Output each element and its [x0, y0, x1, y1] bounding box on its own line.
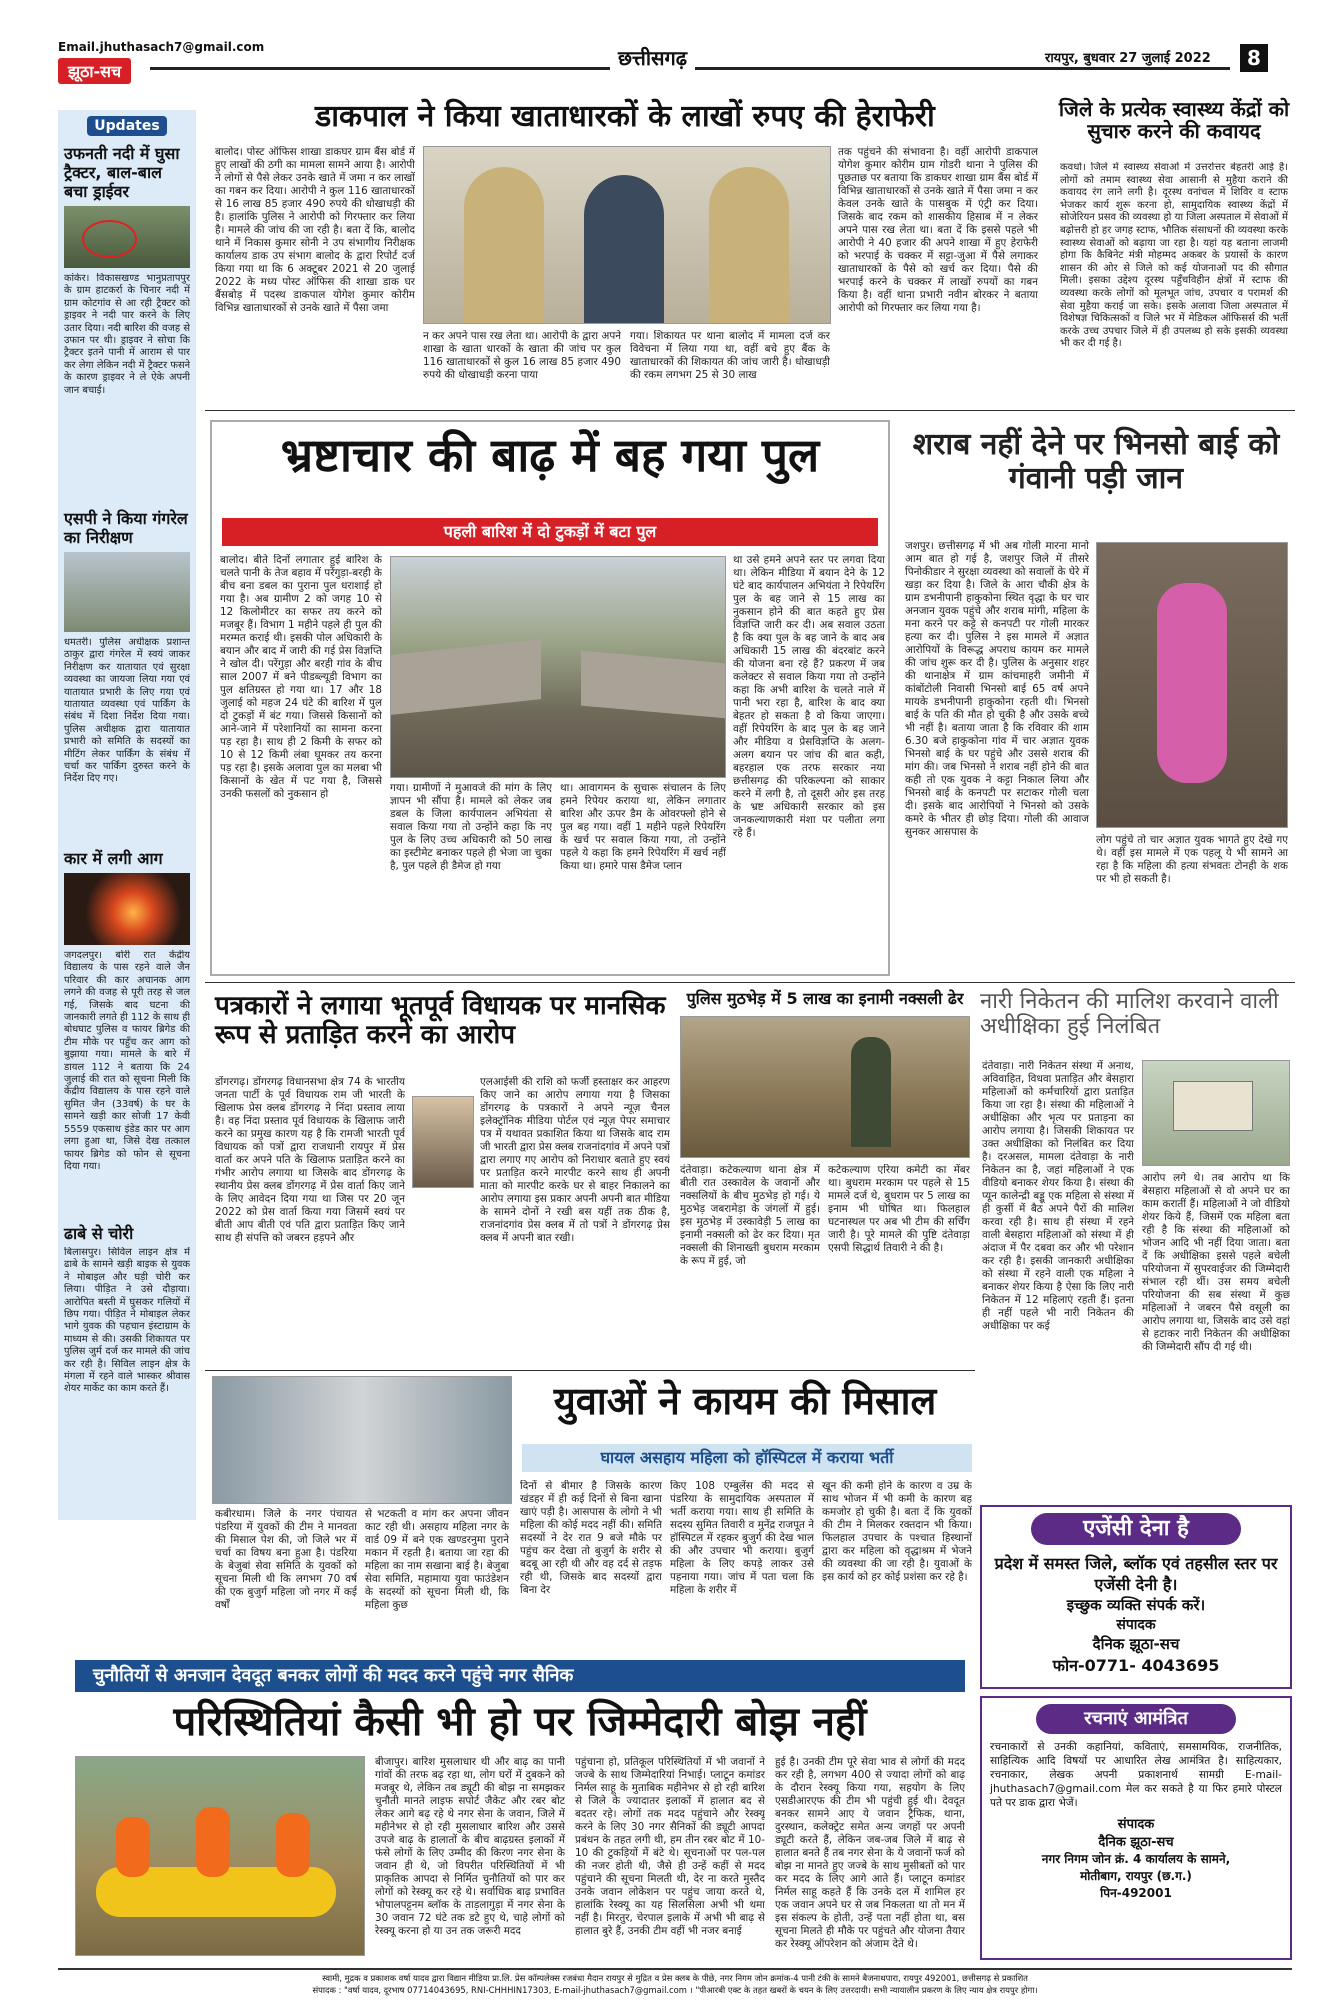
sidebar-item — [64, 849, 190, 1220]
ad-agency-box — [980, 1505, 1292, 1689]
sidebar-item-text: कांकेर। विकासखण्ड भानुप्रतापपुर के ग्राम हाटकर्रा के चिनार नदी में ग्राम कोटगांव से आ रही ट्रैक्टर को ड्राइवर ने नदी पार करने के लिए उतार दिया। नदी बारिश की वजह से उफान पर थी। ड्राइवर ने सोचा कि ट्रैक्टर इतने पानी में आराम से पार कर लेगा लेकिन नदी में ट्रैक्टर फसने के कारण ड्राइवर ने ले ऐके अपनी जान बचाई। — [64, 273, 190, 396]
story4-col1: जशपुर। छत्तीसगढ़ में भी अब गोली मारना मानो आम बात हो गई है, जशपुर जिले में तीसरे पिनोकीडार ने सुरक्षा व्यवस्था को सवालों के घेरे में खड़ा कर दिया है। जिले के आरा चौकी क्षेत्र के ग्राम डभनीपानी हाकुकोना स्थित वृद्धा के घर चार अनजान युवक पहुंचे और शराब मांगी, महिला के मना करने पर कट्टे से कनपटी पर गोली मारकर हत्या कर दी। पुलिस ने इस मामले में अज्ञात आरोपियों के विरूद्ध अपराध कायम कर मामले की जांच शुरू कर दी है। पुलिस के अनुसार शहर की थानाक्षेत्र में ग्राम कांचमाहरी जमीनी में कांबोंटोली निवासी भिनसो बाई 65 वर्ष अपने मायके डभनीपानी हाकुकोना रहती थी। भिनसो बाई के पति की मौत हो चुकी है और उसके बच्चे भी नहीं है। बताया जाता है कि रविवार की शाम 6.30 बजे हाकुकोना गांव में चार अज्ञात युवक भिनसो बाई के घर पहुंचे और उससे शराब की मांग की। जब भिनसो ने शराब नहीं होने की बात कही तो एक युवक ने कट्टा निकाल लिया और भिनसो बाई के कनपटी पर सटाकर गोली चला दी। इसके बाद आरोपियों ने भिनसो को उसके कमरे के भीतर ही छोड़ दिया। गोली की आवाज सुनकर आसपास के — [905, 540, 1089, 838]
story4-headline: शराब नहीं देने पर भिनसो बाई को गंवानी पड़ी जान — [912, 427, 1280, 496]
footer-rule — [58, 1968, 1292, 1970]
story5-photo-portrait — [412, 1096, 474, 1188]
story7-photo-building — [1142, 1060, 1290, 1166]
story7-col2: आरोप लगे थे। तब आरोप था कि बेसहारा महिलाओं से वो अपने घर का काम करातीं हैं। महिलाओं ने जो वीडियो शेयर किये हैं, जिसमें एक महिला बता रही है कि संस्था की महिलाओं को भोजन आदि भी नहीं दिया जाता। बता दें कि अधीक्षिका इससे पहले बचेली परियोजना में सुपरवाईजर की जिम्मेदारी संभाल रही थीं। उस समय बचेली परियोजना की सब संस्था में कुछ महिलाओं ने जबरन पैसे वसूली का आरोप लगाया था, जिसके बाद उसे वहां से हटाकर नारी निकेतन की अधीक्षिका की जिम्मेदारी सौंप दी गई थी। — [1142, 1172, 1290, 1353]
sidebar — [58, 110, 196, 1520]
sidebar-item-title: एसपी ने किया गंगरेल का निरीक्षण — [64, 509, 188, 547]
story3-col1: बालोद। बीते दिनों लगातार हुई बारिश के चलते पानी के तेज बहाव में परेंगुड़ा-बरही के बीच बना डबल का पुराना पुल धराशाई हो गया है। अब ग्रामीण 2 को जगह 10 से 12 किलोमीटर का सफर तय करने को मजबूर हैं। विभाग 1 महीने पहले ही पुल की मरम्मत कराई थी। इसकी पोल अधिकारी के बयान और बाद में जारी की गई प्रेस विज्ञप्ति ने खोल दी। परेंगुड़ा और बरही गांव के बीच साल 2007 में बने पीडब्ल्यूडी विभाग का पुल क्षतिग्रस्त हो गया था। 17 और 18 जुलाई को महज 24 घंटे की बारिश में पुल दो टुकड़ों में बंट गया। जिससे किसानों को आने-जाने में परेशानियों का सामना करना पड़ रहा है। साथ ही 2 किमी के सफर को 10 से 12 किमी लंबा घूमकर तय करना पड़ रहा है। इसके अलावा पुल का मलबा भी किसानों के खेत में पट गया है, जिससे उनकी फसलों को नुकसान हो — [220, 554, 382, 800]
sidebar-item — [64, 1224, 190, 1479]
story1-col1: बालोद। पोस्ट ऑफिस शाखा डाकघर ग्राम बैंस बोर्ड में हुए लाखों की ठगी का मामला सामने आया है। आरोपी ने लोगों से पैसे लेकर उनके खाते में जमा न कर लाखों का गबन कर दिया। आरोपी ने कुल 116 खाताधारकों से 16 लाख 85 हजार 490 रुपये की धोखाधड़ी की है। हालांकि पुलिस ने आरोपी को गिरफ्तार कर लिया है। मामले की जांच की जा रही है। बता दें कि, बालोद थाने में निकास कुमार सोनी ने उप संभागीय निरीक्षक कार्यालय डाक उप संभाग बालोद के द्वारा रिपोर्ट दर्ज किया गया था कि 6 अक्टूबर 2021 से 20 जुलाई 2022 के मध्य पोस्ट ऑफिस की शाखा डाक घर बैंसबोड़ में पदस्थ डाकपाल योगेश कुमार कोरीम विभिन्न खाताधारकों से उनके खाते में पैसा जमा — [215, 146, 415, 314]
story9-col2: पहुंचाना हो, प्रतिकूल परिस्थितियों में भी जवानों ने जज्बे के साथ जिम्मेदारियां निभाई। प्लाटून कमांडर निर्मल साहू के मुताबिक महीनेभर से हो रही बारिश से जिले के ज्यादातर इलाकों में हालात बद से बदतर रहे। लोगों तक मदद पहुंचाने और रेस्क्यू करने के लिए 30 नगर सैनिकों की ड्यूटी आपदा प्रबंधन के तहत लगी थी, हम तीन रबर बोट में 10-10 की टुकड़ियों में बंटे थे। सूचनाओं पर पल-पल की नजर होती थी, जैसे ही उन्हें कहीं से मदद पहुंचाने की सूचना मिलती थी, देर ना करते मुस्तैद उनके जवान लोकेशन पर पहुंच जाया करते थे, हालांकि रेस्क्यू का यह सिलसिला अभी भी थमा नहीं है। मिरतुर, चेरपाल इलाके में अभी भी बाढ़ से हालात बुरे हैं, उनकी टीम वहीं भी नजर बनाई — [575, 1756, 765, 1937]
sidebar-item-title: कार में लगी आग — [64, 849, 163, 868]
masthead — [0, 0, 1323, 82]
story1-col4: तक पहुंचने की संभावना है। वहीं आरोपी डाकपाल योगेश कुमार कोरीम ग्राम गोडरी थाना ने पुलिस की पूछताछ पर बताया कि डाकघर शाखा ग्राम बैंस बोर्ड में विभिन्न खाताधारकों से उनके खाते में पैसा जमा न कर केवल उनके खाते के पासबुक में एंट्री कर दिया। जिसके बाद रकम को शासकीय हिसाब में न लेकर अपने पास रख लेता था। बता दें कि इससे पहले भी आरोपी ने 40 हजार की अपने शाखा में हुए हेराफेरी को भरपाई के चक्कर में सट्टा-जुआ में पैसे लगाकर खाताधारकों के पैसे को खर्च कर दिया। पैसे की भरपाई करने के चक्कर में लाखों रुपयों का गबन किया है। वहीं थाना प्रभारी नवीन बोरकर ने बताया आरोपी को गिरफ्तार कर लिया गया है। — [838, 146, 1038, 314]
story6-col2: कटेकल्याण एरिया कमेटी का मेंबर था। बुधराम मरकाम पर पहले से 15 मामले दर्ज थे, बुधराम पर 5 लाख का इनाम भी घोषित था। फिलहाल घटनास्थल पर अब भी टीम की सर्चिंग जारी है। पूरे मामले की पुष्टि दंतेवाड़ा एसपी सिद्धार्थ तिवारी ने की है। — [828, 1164, 970, 1254]
story4-photo-victim — [1096, 542, 1288, 828]
ad-agency-head: एजेंसी देना है — [1031, 1513, 1241, 1545]
story8-col3: दिनों से बीमार है जिसके कारण खंडहर में ही कई दिनों से बिना खाना खाएं पड़ी है। आसपास के लोगो ने भी महिला की कोई मदद नहीं की। समिति सदस्यों ने देर रात 9 बजे मौके पर पहुंच कर देखा तो बुजुर्ग के शरीर से बदबू आ रही थी और वह दर्द से तड़फ रही थी, जिसके बाद सदस्यों द्वारा बिना देर — [520, 1480, 662, 1596]
ad-agency-phone: फोन-0771- 4043695 — [1052, 1656, 1220, 1675]
story3-col3: था। आवागमन के सुचारू संचालन के लिए हमने रिपेयर कराया था, लेकिन लगातार बारिश और ऊपर डैम के ओवरफ्लो होने से पुल बह गया। वहीं 1 महीने पहले रिपेयरिंग के खर्च पर सवाल किया गया, तो उन्होंने पहले ये कहा कि हमने रिपेयरिंग में खर्च नहीं किया था। हमारे पास डैमेज प्लान — [560, 782, 726, 872]
divider — [205, 982, 1295, 983]
sidebar-photo-inspection — [64, 552, 190, 632]
footer-line2: संपादक : "वर्षा यादव, दूरभाष 07714043695, RNI-CHHHIN17303, E-mail-jhuthasach7@gmail.com । "पीआरबी एक्ट के तहत खबरों के चयन के लिए उत्तरदायी। सभी न्यायालीन प्रकरण के लिए न्याय क्षेत्र रायपुर होगा। — [312, 1985, 1038, 1995]
ad-invite-label: संपादक — [1117, 1817, 1155, 1832]
story2-headline: जिले के प्रत्येक स्वास्थ्य केंद्रों को सुचारु करने की कवायद — [1058, 97, 1290, 144]
story8-photo-hospital — [212, 1376, 512, 1504]
ad-invite-head: रचनाएं आमंत्रित — [1036, 1704, 1236, 1734]
ad-invite-name: दैनिक झूठा-सच — [1098, 1835, 1174, 1850]
story9-col1: बीजापुर। बारिश मुसलाधार थी और बाढ़ का पानी गांवों की तरफ बढ़ रहा था, लोग घरों में दुबकने को मजबूर थे, लेकिन तब ड्यूटी की बोझ ना समझकर चुनौती मानते लाइफ सपोर्ट जैकेट और रबर बोट लेकर आगे बढ़ रहे थे नगर सेना के जवान, जिले में महीनेभर से हो रही मुसलाधार बारिश और उससे उपजे बाढ़ के हालातों के बीच बाढ़ग्रस्त इलाकों में फंसे लोगों के लिए उम्मीद की किरण नगर सेना के जवान ही थे, जो विपरीत परिस्थितियों में भी प्राकृतिक आपदा से निर्मित चुनौतियों को पार कर लोगों को रेस्क्यू कर रहे थे। सर्वाधिक बाढ़ प्रभावित भोपालपट्टनम ब्लॉक के ताड़लागुड़ा में नगर सेना के 30 जवान 72 घंटे तक डटे हुए थे, चाहे लोगों को रेस्क्यू करना हो या उन तक जरूरी मदद — [375, 1756, 565, 1937]
story8-col1: कबीरधाम। जिले के नगर पंचायत पंडरिया में युवकों की टीम ने मानवता की मिसाल पेश की, जो जिले भर में चर्चा का विषय बना हुआ है। पंडरिया के बेजुबां सेवा समिति के युवकों को सूचना मिली थी कि लगभग 70 वर्ष की एक बुजुर्ग महिला जो नगर में कई वर्षों — [215, 1508, 357, 1611]
ad-invite-text: रचनाकारों से उनकी कहानियां, कविताएं, समसामयिक, राजनीतिक, साहित्यिक आदि विषयों पर आधारित लेख आमंत्रित है। साहित्यकार, रचनाकार, लेखक अपनी प्रकाशनार्थ सामग्री E-mail-jhuthasach7@gmail.com मेल कर सकते है या फिर हमारे पोस्टल पते पर डाक द्वारा भेजें। — [990, 1741, 1282, 1809]
story8-subhead: घायल असहाय महिला को हॉस्पिटल में कराया भर्ती — [522, 1444, 972, 1472]
sidebar-item-text: जगदलपुर। बोरी रात केंद्रीय विद्यालय के पास रहने वाले जैन परिवार की कार अचानक आग लगने की वजह से पूरी तरह से जल गई, जिसके बाद घटना की जानकारी लगते ही 112 के साथ ही बोधघाट पुलिस व फायर ब्रिगेड की टीम मौके पर पहुँच कर आग को बुझाया गया। मामले के बारे में डायल 112 ने बताया कि 24 जुलाई की रात को सूचना मिली कि केंद्रीय विद्यालय के पास रहने वाले सुमित जैन (33वर्ष) के घर के सामने खड़ी कार सोजी 17 केवी 5559 एकसाथ इंडेड कार पर आग लगा हुआ था, जिसे देख तत्काल फायर ब्रिगेड को फोन से सूचना दिया गया। — [64, 950, 190, 1172]
sidebar-photo-car-fire — [64, 873, 190, 945]
story5-col1: डोंगरगढ़। डोंगरगढ़ विधानसभा क्षेत्र 74 के भारतीय जनता पार्टी के पूर्व विधायक राम जी भारती के खिलाफ प्रेस क्लब डोंगरगढ़ ने निंदा प्रस्ताव लाया है। वह निंदा प्रस्ताव पूर्व विधायक के खिलाफ जारी करने का प्रमुख कारण यह है कि रामजी भारती पूर्व विधायक को पत्रों द्वारा राजधानी रायपुर में प्रेस वार्ता कर अपने पति के खिलाफ प्रताड़ित करने का गंभीर आरोप लगाया था जिसके बाद डोंगरगढ़ के स्थानीय प्रेस क्लब डोंगरगढ़ में प्रेस वार्ता किए जाने के लिए आवेदन दिया गया था जिस पर 20 जून 2022 को प्रेस वार्ता किया गया जिसमें स्वयं पर बीती आप बीती एवं पति द्वारा प्रताड़ित किए जाने साथ ही संपत्ति को जबरन हड़पने और — [215, 1076, 405, 1244]
story1-photo-police — [423, 146, 831, 324]
story1-headline: डाकपाल ने किया खाताधारकों के लाखों रुपए की हेराफेरी — [315, 99, 935, 134]
sidebar-badge: Updates — [87, 116, 167, 136]
ad-agency-text: प्रदेश में समस्त जिले, ब्लॉक एवं तहसील स्तर पर एजेंसी देनी है। — [994, 1554, 1278, 1594]
story2-text: कवर्धा। जिले में स्वास्थ्य सेवाओं में उत्तरोत्तर बेहतरी आई है। लोगों को तमाम स्वास्थ्य सेवा आसानी से मुहैया कराने की कवायद रंग लाने लगी है। दूरस्थ वनांचल में शिविर व स्टाफ भेजकर कार्य शुरू करना हो, सामुदायिक स्वास्थ्य केंद्रों में सोजेरियन प्रसव की व्यवस्था हो या जिला अस्पताल में सेवाओं में बढ़ोत्तरी हो हर जगह स्टाफ, भौतिक संसाधनों की व्यवस्था करके स्वास्थ्य सेवाओं को बढ़ाया जा रहा है। यहां यह बताना लाजमी होगा कि कैबिनेट मंत्री मोहम्मद अकबर के प्रयासों के कारण शासन की ओर से जिले को कई योजनाओं पद की सौगात मिली। इसका उद्देश्य दूरस्थ पहुँचविहीन क्षेत्रों में स्टाफ की व्यवस्था करके लोगों को मूलभूत जांच, उपचार व परामर्श की सेवा मुहैया कराई जा सके। इसके अलावा जिला अस्पताल में विशेषज्ञ चिकित्सकों व जिले भर में मेडिकल ऑफिसर्स की भर्ती करके उच्च उपचार जिले में ही उपलब्ध हो सके इसकी व्यवस्था भी कर दी गई है। — [1060, 162, 1288, 350]
sidebar-item-text: बिलासपुर। सिविल लाइन क्षेत्र में ढाबे के सामने खड़ी बाइक से युवक ने मोबाइल और घड़ी चोरी कर लिया। पीड़ित ने उसे दौड़ाया। आरोपित बस्ती में घुसकर गलियों में छिप गया। पीड़ित ने मोबाइल लेकर भागे युवक की पहचान इंस्टाग्राम के माध्यम से की। उसकी शिकायत पर पुलिस जुर्म दर्ज कर मामले की जांच कर रही है। सिविल लाइन क्षेत्र के मंगला में रहने वाले भास्कर श्रीवास शेयर मार्केट का काम करते हैं। — [64, 1247, 190, 1395]
sidebar-item-title: उफनती नदी में घुसा ट्रैक्टर, बाल-बाल बचा ड्राईवर — [64, 144, 180, 201]
ad-agency-name: दैनिक झूठा-सच — [1092, 1635, 1180, 1653]
ad-invite-addr1: नगर निगम जोन क्रं. 4 कार्यालय के सामने, — [1041, 1852, 1231, 1866]
story8-col4: किए 108 एम्बुलेंस की मदद से पंडरिया के सामुदायिक अस्पताल में भर्ती कराया गया। साथ ही समिति के सदस्य सुमित तिवारी व मुनेंद्र राजपूत ने हॉस्पिटल में रहकर बुजुर्ग की देख भाल की और उपचार भी कराया। बुजुर्ग महिला के लिए कपड़े लाकर उसे पहनाया गया। जांच में पता चला कि महिला के शरीर में — [670, 1480, 814, 1596]
sidebar-item-title: ढाबे से चोरी — [64, 1224, 134, 1243]
story5-col2: एलआईसी की राशि को फर्जी हस्ताक्षर कर आहरण किए जाने का आरोप लगाया गया है जिसका डोंगरगढ़ के पत्रकारों ने अपने न्यूज़ चैनल इलेक्ट्रॉनिक मीडिया पोर्टल एवं न्यूज़ पेपर समाचार पत्र में यथावत प्रकाशित किया था जिसके बाद राम जी भारती द्वारा प्रेस क्लब राजनांदगांव में अपने पत्रों द्वारा लगाए गए आरोप को निराधार बताते हुए स्वयं पर प्रताड़ित करने मारपीट करने साथ ही अपनी माता को मारपीट करके घर से बाहर निकालने का आरोप लगाया इस प्रकार अपनी अपनी बात मीडिया के सामने दोनों ने रखी बस यहीं तक ठीक है, राजनांदगांव प्रेस क्लब में तो पत्रों ने डोंगरगढ़ प्रेस क्लब में अपनी बात रखी। — [480, 1076, 670, 1244]
story3-subhead: पहली बारिश में दो टुकड़ों में बटा पुल — [222, 518, 878, 546]
divider — [205, 1370, 975, 1371]
story8-col2: से भटकती व मांग कर अपना जीवन काट रही थी। असहाय महिला नगर के वार्ड 09 में बने एक खण्डरनुमा पुराने मकान में रहती है। बताया जा रहा की महिला का नाम सखाना बाई है। बेजुबा सेवा समिति, महामाया युवा फाउंडेशन के सदस्यों को सूचना मिली थी, कि महिला कुछ — [365, 1508, 509, 1611]
story7-headline: नारी निकेतन की मालिश करवाने वाली अधीक्षिका हुई निलंबित — [980, 989, 1279, 1039]
story6-col1: दंतेवाड़ा। कटेकल्याण थाना क्षेत्र में बीती रात उस्कावेल के जवानों और नक्सलियों के बीच मुठभेड़ हो गई। ये मुठभेड़ जबरामेड़ा के जंगलों में हुई। इस मुठभेड़ में उस्कावेड़ी 5 लाख का इनामी नक्सली को ढेर कर दिया। मृत नक्सली की शिनाख्ती बुधराम मरकाम के रूप में हुई, जो — [680, 1164, 820, 1267]
masthead-section: छत्तीसगढ़ — [610, 44, 695, 71]
masthead-dateline: रायपुर, बुधवार 27 जुलाई 2022 — [1045, 51, 1211, 66]
story9-headline: परिस्थितियां कैसी भी हो पर जिम्मेदारी बोझ नहीं — [173, 1699, 867, 1745]
footer-line1: स्वामी, मुद्रक व प्रकाशक वर्षा यादव द्वारा विद्यान मीडिया प्रा.लि. प्रेस कॉम्पलेक्स रजबंधा मैदान रायपुर से मुद्रित व प्रेस क्लब के पीछे, नगर निगम जोन क्रमांक-4 पानी टंकी के सामने बैजनाथपारा, रायपुर 492001, छत्तीसगढ़ से प्रकाशित — [322, 1973, 1028, 1983]
story8-headline: युवाओं ने कायम की मिसाल — [553, 1379, 937, 1423]
story4-col2: लोग पहुंचे तो चार अज्ञात युवक भागते हुए देखे गए थे। वहीं इस मामले में एक पहलू ये भी सामने आ रहा है कि महिला की हत्या संभवतः टोनही के शक पर भी हो सकती है। — [1096, 834, 1288, 885]
ad-agency-label: संपादक — [1116, 1617, 1156, 1633]
sidebar-photo-tractor — [64, 206, 190, 268]
sidebar-item — [64, 144, 190, 505]
ad-invite-addr2: मोतीबाग, रायपुर (छ.ग.) — [1080, 1869, 1192, 1883]
sidebar-item-text: धमतरी। पुलिस अधीक्षक प्रशान्त ठाकुर द्वारा गंगरेल में स्वयं जाकर निरीक्षण कर यातायात एवं सुरक्षा व्यवस्था का जायजा लिया गया एवं यातायात प्रभारी के लिए गया एवं यातायात व्यवस्था एवं पार्किंग के संबंध में दिशा निर्देश दिया गया। पुलिस अधीक्षक द्वारा यातायात प्रभारी को समिति के सदस्यों का मीटिंग लेकर पार्किंग के संबंध में चर्चा कर पार्किंग दुरुस्त करने के निर्देश दिए गए। — [64, 637, 190, 785]
story8-col5: खून की कमी होने के कारण व उम्र के साथ भोजन में भी कमी के कारण बह कमजोर हो चुकी है। बता दें कि युवकों की टीम ने मिलकर रक्तदान भी किया। फिलहाल उपचार के पश्चात हिस्थानों द्वारा कर महिला को वृद्धाश्रम में भेजने की व्यवस्था की जा रही है। युवाओं के इस कार्य को हर कोई प्रशंसा कर रहे है। — [822, 1480, 972, 1583]
ad-invite-pin: पिन-492001 — [1100, 1886, 1172, 1900]
sidebar-item — [64, 509, 190, 845]
story7-col1: दंतेवाड़ा। नारी निकेतन संस्था में अनाथ, अविवाहित, विधवा प्रताड़ित और बेसहारा महिलाओं को कर्मचारियों द्वारा प्रताड़ित किया जा रहा है। संस्था की महिलाओं ने अधीक्षिका और भृत्य पर प्रताड़ना का आरोप लगाया है। जिसकी शिकायत पर उक्त अधीक्षिका को निलंबित कर दिया है। दरअसल, मामला दंतेवाड़ा के नारी निकेतन का है, जहां महिलाओं ने एक वीडियो बनाकर शेयर किया है। संस्था की प्यून कालेन्द्री बड्डू एक महिला से संस्था में ही कुर्सी में बैठ अपने पैरों की मालिश करवा रही है। साथ ही संस्था में रहने वाली बेसहारा महिलाओं को संस्था में ही अंदाज में पैर दबवा कर और भी परेशान कर रही है। इसकी जानकारी अधीक्षिका को संस्था में रहने वाली एक महिला ने बनाकर शेयर किया है ऐसा कि लिए नारी निकेतन में 12 महिलाएं रहती हैं। इतना ही नहीं पहले भी नारी निकेतन की अधीक्षिका पर कई — [982, 1060, 1134, 1332]
story9-kicker: चुनौतियों से अनजान देवदूत बनकर लोगों की मदद करने पहुंचे नगर सैनिक — [75, 1660, 965, 1692]
masthead-email: Email.jhuthasach7@gmail.com — [58, 40, 265, 54]
story3-photo-bridge — [390, 556, 726, 778]
ad-invite-box — [980, 1696, 1292, 1960]
story6-headline: पुलिस मुठभेड़ में 5 लाख का इनामी नक्सली ढेर — [686, 989, 964, 1008]
masthead-page-number: 8 — [1240, 44, 1268, 72]
story9-photo-rescue — [75, 1756, 365, 1956]
story6-photo-encounter — [680, 1016, 970, 1158]
story5-headline: पत्रकारों ने लगाया भूतपूर्व विधायक पर मानसिक रूप से प्रताड़ित करने का आरोप — [215, 991, 666, 1051]
story3-headline: भ्रष्टाचार की बाढ़ में बह गया पुल — [280, 428, 820, 482]
masthead-paper-name: झूठा-सच — [58, 58, 131, 84]
story3-col4: था उसे हमने अपने स्तर पर लगवा दिया था। लेकिन मीडिया में बयान देने के 12 घंटे बाद कार्यपालन अभियंता ने रिपेयरिंग पुल के बह जाने से 15 लाख का नुकसान होने की बात कहते हुए प्रेस विज्ञप्ति जारी कर दी। अब सवाल उठता है कि क्या पुल के बह जाने के बाद अब अधिकारी 15 लाख की बंदरबांट करने की योजना बना रहे हैं? प्रकरण में जब कलेक्टर से सवाल किया गया तो उन्होंने कहा कि अभी बारिश के चलते नाले में पानी भरा रहा है, बारिश के बाद क्या बेहतर हो सकता है वो किया जाएगा। वहीं रिपेयरिंग के बाद पुल के बह जाने और मीडिया व प्रेसविज्ञप्ति के अलग-अलग बयान पर जांच की बात कही, बहरहाल एक तरफ सरकार नया छत्तीसगढ़ की परिकल्पना को साकार करने में लगी है, तो दूसरी ओर इस तरह के भ्रष्ट अधिकारी सरकार को इस जनकल्याणकारी मंशा पर पलीता लगा रहे हैं। — [733, 554, 885, 839]
story1-col2: न कर अपने पास रख लेता था। आरोपी के द्वारा अपने शाखा के खाता धारकों के खाता की जांच पर कुल 116 खाताधारकों से कुल 16 लाख 85 हजार 490 रुपये की धोखाधड़ी करना पाया — [423, 330, 621, 381]
story9-col3: हुई है। उनकी टीम पूरे सेवा भाव से लोगों की मदद कर रही है, लगभग 400 से ज्यादा लोगों को बाढ़ के दौरान रेस्क्यू किया गया, सहयोग के लिए एसडीआरएफ की टीम भी पहुंची हुई थी। देवदूत बनकर सामने आए ये जवान ट्रैफिक, थाना, दुरस्थान, कलेक्ट्रेट समेत अन्य जगहों पर अपनी ड्यूटी करते हैं, लेकिन जब-जब जिले में बाढ़ से हालात बनते हैं तब नगर सेना के ये जवानों फर्ज को बोझ ना मानते हुए जज्बे के साथ मुसीबतों को पार कर मदद के लिए आगे आते हैं। प्लाटून कमांडर निर्मल साहू कहते हैं कि उनके दल में शामिल हर एक जवान अपने घर से जब निकलता था तो मन में इस संकल्प के होती, उन्हें पता नहीं होता था, बस सूचना मिलते ही मौके पर पहुंचते और योजना तैयार कर रेस्क्यू ऑपरेशन को अंजाम देते थे। — [775, 1756, 965, 1950]
story3-col2: गया। ग्रामीणों ने मुआवजे की मांग के लिए ज्ञापन भी सौंपा है। मामले को लेकर जब डबल के जिला कार्यपालन अभियंता से सवाल किया गया तो उन्होंने कहा कि नए पुल के लिए उच्च अधिकारी को 50 लाख का इस्टीमेट बनाकर पहले ही भेजा जा चुका है, पुल पहले ही डैमेज हो गया — [390, 782, 552, 872]
ad-agency-contact-line: इच्छुक व्यक्ति संपर्क करें। — [1066, 1596, 1206, 1614]
story1-col3: गया। शिकायत पर थाना बालोद में मामला दर्ज कर विवेचना में लिया गया था, वहीं बचे हुए बैंक के खाताधारकों की शिकायत की जांच जारी है। धोखाधड़ी की रकम लगभग 25 से 30 लाख — [630, 330, 830, 381]
divider — [205, 410, 1295, 411]
